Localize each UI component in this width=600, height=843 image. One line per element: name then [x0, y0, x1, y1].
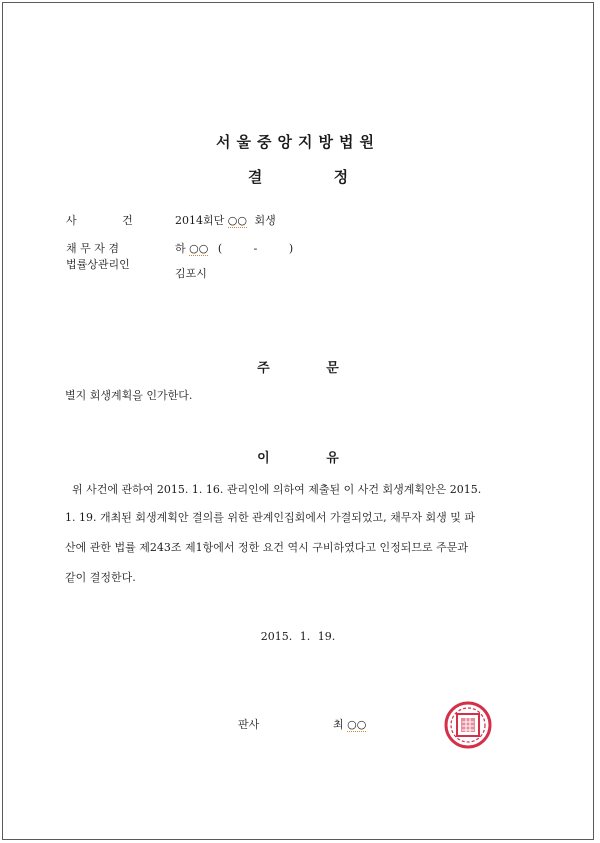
reasons-heading: 이 유	[257, 451, 339, 466]
judge-name-prefix: 최	[333, 718, 344, 731]
judge-name	[333, 716, 366, 732]
case-number-mark: ○○	[227, 214, 247, 227]
reasons-line: 산에 관한 법률 제243조 제1항에서 정한 요건 역시 구비하였다고 인정되므로 주문과	[65, 541, 468, 554]
court-seal-stamp	[443, 700, 493, 750]
reasons-line: 위 사건에 관하여 2015. 1. 16. 관리인에 의하여 제출된 이 사건 회생계획안은 2015.	[72, 483, 482, 496]
reasons-line: 1. 19. 개최된 회생계획안 결의를 위한 관계인집회에서 가결되었고, 채무자 회생 및 파	[65, 511, 475, 524]
reasons-line: 같이 결정한다.	[65, 571, 136, 584]
debtor-name-mark: ○○	[189, 242, 209, 255]
case-number-prefix: 2014회단	[175, 214, 225, 227]
administrator-value: 김포시	[175, 267, 207, 280]
debtor-name-prefix: 하	[175, 242, 186, 255]
order-text: 별지 회생계획을 인가한다.	[65, 389, 193, 402]
debtor-label: 채 무 자 겸	[66, 242, 119, 255]
document-type: 결 정	[247, 168, 349, 186]
case-value	[175, 212, 276, 228]
debtor-id: ( - )	[217, 242, 294, 255]
administrator-label: 법률상관리인	[66, 258, 130, 271]
case-label: 사 건	[66, 214, 133, 227]
case-type: 회생	[254, 214, 276, 227]
judge-title: 판사	[238, 718, 260, 731]
document-page	[2, 2, 594, 840]
judge-name-mark: ○○	[347, 718, 367, 731]
decision-date: 2015. 1. 19.	[260, 630, 336, 643]
court-name: 서울중앙지방법원	[216, 133, 380, 151]
debtor-value	[175, 240, 293, 256]
order-heading: 주 문	[257, 361, 339, 376]
